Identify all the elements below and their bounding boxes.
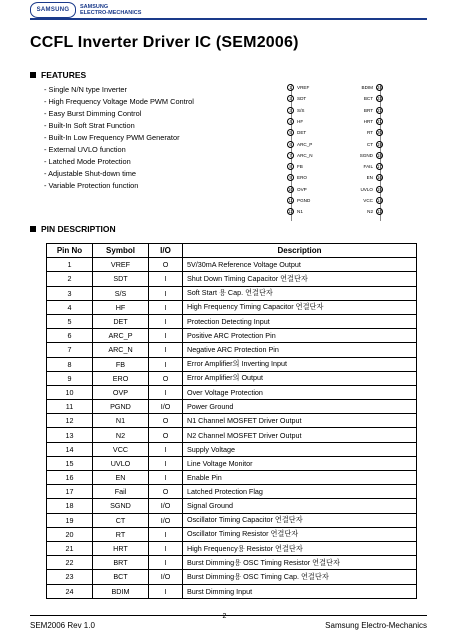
col-pin-no: Pin No <box>47 244 93 258</box>
io-cell: I/O <box>149 400 183 414</box>
symbol-cell: UVLO <box>93 456 149 470</box>
table-row <box>47 556 417 570</box>
pin-left <box>287 95 306 102</box>
io-cell: O <box>149 485 183 499</box>
pin-label: FB <box>297 164 303 170</box>
io-cell: O <box>149 371 183 385</box>
page-number: 2 <box>222 613 227 620</box>
pin-number: 17 <box>377 164 382 170</box>
col-symbol: Symbol <box>93 244 149 258</box>
symbol-cell: S/S <box>93 286 149 300</box>
io-cell: I <box>149 329 183 343</box>
pin-no-cell: 21 <box>47 541 93 555</box>
pin-no-cell: 6 <box>47 329 93 343</box>
feature-item: - Latched Mode Protection <box>44 156 194 168</box>
table-row <box>47 258 417 272</box>
pin-no-cell: 4 <box>47 300 93 314</box>
pin-no-cell: 18 <box>47 499 93 513</box>
io-cell: O <box>149 428 183 442</box>
table-row <box>47 343 417 357</box>
io-cell: O <box>149 414 183 428</box>
table-row <box>47 314 417 328</box>
pin-no-cell: 16 <box>47 471 93 485</box>
io-cell: O <box>149 258 183 272</box>
io-cell: I <box>149 286 183 300</box>
description-cell: N1 Channel MOSFET Driver Output <box>183 414 417 428</box>
description-cell: Oscillator Timing Resistor 연결단자 <box>183 527 417 541</box>
description-cell: High Frequency Timing Capacitor 연결단자 <box>183 300 417 314</box>
pin-label: VREF <box>297 85 310 90</box>
table-row <box>47 272 417 286</box>
table-row <box>47 541 417 555</box>
package-pinout <box>285 84 385 221</box>
pin-number: 13 <box>377 209 382 215</box>
table-row <box>47 442 417 456</box>
bullet-square-icon <box>30 72 36 78</box>
symbol-cell: HRT <box>93 541 149 555</box>
description-cell: Negative ARC Protection Pin <box>183 343 417 357</box>
description-cell: High Frequency용 Resistor 연결단자 <box>183 541 417 555</box>
pin-number: 23 <box>377 96 382 102</box>
pin-label: HF <box>297 118 304 124</box>
description-cell: Error Amplifier의 Output <box>183 371 417 385</box>
symbol-cell: ARC_P <box>93 329 149 343</box>
pin-number: 20 <box>377 130 382 136</box>
pin-no-cell: 11 <box>47 400 93 414</box>
description-cell: Power Ground <box>183 400 417 414</box>
description-cell: Shut Down Timing Capacitor 연결단자 <box>183 272 417 286</box>
io-cell: I <box>149 272 183 286</box>
description-cell: Positive ARC Protection Pin <box>183 329 417 343</box>
pin-number: 5 <box>287 129 294 136</box>
pin-no-cell: 23 <box>47 570 93 584</box>
pin-no-cell: 5 <box>47 314 93 328</box>
symbol-cell: OVP <box>93 385 149 399</box>
pin-label: SDT <box>297 96 307 102</box>
pin-no-cell: 1 <box>47 258 93 272</box>
pin-no-cell: 15 <box>47 456 93 470</box>
pin-number: 4 <box>287 118 294 125</box>
pin-no-cell: 7 <box>47 343 93 357</box>
pin-number: 24 <box>377 85 382 90</box>
col-io: I/O <box>149 244 183 258</box>
pin-left <box>287 84 309 91</box>
features-heading: FEATURES <box>30 70 86 80</box>
symbol-cell: BCT <box>93 570 149 584</box>
description-cell: Error Amplifier의 Inverting Input <box>183 357 417 371</box>
pin-label: N1 <box>297 209 303 215</box>
bullet-square-icon <box>30 226 36 232</box>
pin-no-cell: 2 <box>47 272 93 286</box>
pin-right <box>367 208 383 215</box>
pin-label: HRT <box>363 118 373 124</box>
pin-label: N2 <box>367 209 373 215</box>
pin-number: 3 <box>287 107 294 114</box>
pin-right <box>364 95 383 102</box>
symbol-cell: VCC <box>93 442 149 456</box>
description-cell: Over Voltage Protection <box>183 385 417 399</box>
pin-label: VCC <box>363 198 373 203</box>
pin-right <box>364 163 383 170</box>
pin-right <box>364 107 383 114</box>
pin-description-heading: PIN DESCRIPTION <box>30 224 116 234</box>
pin-no-cell: 24 <box>47 584 93 598</box>
pin-number: 9 <box>287 174 294 181</box>
symbol-cell: N2 <box>93 428 149 442</box>
pin-left <box>287 174 307 181</box>
pin-label: RT <box>366 130 373 136</box>
symbol-cell: BDIM <box>93 584 149 598</box>
table-row <box>47 527 417 541</box>
pin-number: 1 <box>287 84 294 91</box>
description-cell: N2 Channel MOSFET Driver Output <box>183 428 417 442</box>
description-cell: Enable Pin <box>183 471 417 485</box>
table-row <box>47 286 417 300</box>
pin-no-cell: 8 <box>47 357 93 371</box>
table-row <box>47 329 417 343</box>
io-cell: I <box>149 556 183 570</box>
pin-label: PGND <box>297 198 311 203</box>
feature-item: - Adjustable Shut-down time <box>44 168 194 180</box>
symbol-cell: Fail <box>93 485 149 499</box>
table-row <box>47 570 417 584</box>
pin-label: UVLO <box>360 186 373 192</box>
pin-right <box>364 118 383 125</box>
pin-label: SGND <box>359 152 373 158</box>
table-row <box>47 300 417 314</box>
table-row <box>47 485 417 499</box>
feature-item: - Built-In Low Frequency PWM Generator <box>44 132 194 144</box>
description-cell: Signal Ground <box>183 499 417 513</box>
symbol-cell: SGND <box>93 499 149 513</box>
io-cell: I <box>149 584 183 598</box>
pin-left <box>287 152 313 159</box>
header-rule <box>30 18 427 20</box>
pin-left <box>287 208 303 215</box>
description-cell: Supply Voltage <box>183 442 417 456</box>
col-description: Description <box>183 244 417 258</box>
table-row <box>47 513 417 527</box>
pin-label: S/S <box>297 107 305 113</box>
io-cell: I <box>149 442 183 456</box>
table-row <box>47 471 417 485</box>
pin-no-cell: 19 <box>47 513 93 527</box>
pin-label: FAIL <box>363 164 373 170</box>
io-cell: I <box>149 456 183 470</box>
symbol-cell: N1 <box>93 414 149 428</box>
symbol-cell: HF <box>93 300 149 314</box>
pin-left <box>287 118 303 125</box>
pin-number: 11 <box>288 198 293 203</box>
description-cell: Burst Dimming용 OSC Timing Cap. 연결단자 <box>183 570 417 584</box>
symbol-cell: ARC_N <box>93 343 149 357</box>
table-row <box>47 400 417 414</box>
io-cell: I <box>149 300 183 314</box>
pin-right <box>360 152 383 159</box>
symbol-cell: BRT <box>93 556 149 570</box>
io-cell: I <box>149 343 183 357</box>
pin-label: ARC_P <box>297 141 313 147</box>
pin-right <box>367 141 383 148</box>
feature-item: - High Frequency Voltage Mode PWM Control <box>44 96 194 108</box>
pin-label: DET <box>297 130 307 136</box>
description-cell: Burst Dimming용 OSC Timing Resistor 연결단자 <box>183 556 417 570</box>
table-row <box>47 456 417 470</box>
pin-number: 16 <box>377 175 382 181</box>
pin-no-cell: 10 <box>47 385 93 399</box>
symbol-cell: CT <box>93 513 149 527</box>
pin-left <box>287 197 310 204</box>
pin-label: BDIM <box>361 85 373 90</box>
io-cell: I/O <box>149 570 183 584</box>
description-cell: Soft Start 용 Cap. 연결단자 <box>183 286 417 300</box>
pin-number: 18 <box>377 152 382 158</box>
table-row <box>47 584 417 598</box>
feature-item: - External UVLO function <box>44 144 194 156</box>
table-row <box>47 357 417 371</box>
pin-right <box>363 197 383 204</box>
pin-number: 19 <box>377 141 382 147</box>
pin-left <box>287 107 304 114</box>
table-row <box>47 371 417 385</box>
samsung-logo: SAMSUNG <box>30 2 76 18</box>
pin-label: ARC_N <box>297 152 313 158</box>
pin-label: CT <box>366 141 373 147</box>
io-cell: I <box>149 357 183 371</box>
io-cell: I <box>149 527 183 541</box>
pin-no-cell: 12 <box>47 414 93 428</box>
description-cell: Protection Detecting Input <box>183 314 417 328</box>
pin-label: ERO <box>297 175 307 181</box>
table-row <box>47 499 417 513</box>
pin-number: 14 <box>377 198 382 203</box>
pin-number: 8 <box>287 163 294 170</box>
pin-left <box>287 141 312 148</box>
description-cell: Burst Dimming Input <box>183 584 417 598</box>
header <box>30 2 141 18</box>
symbol-cell: EN <box>93 471 149 485</box>
symbol-cell: ERO <box>93 371 149 385</box>
table-row <box>47 414 417 428</box>
description-cell: Line Voltage Monitor <box>183 456 417 470</box>
brand-name: SAMSUNG ELECTRO-MECHANICS <box>80 4 142 16</box>
pin-number: 2 <box>287 95 294 102</box>
symbol-cell: VREF <box>93 258 149 272</box>
pin-left <box>287 129 306 136</box>
pin-table <box>46 243 417 599</box>
io-cell: I <box>149 385 183 399</box>
pin-no-cell: 3 <box>47 286 93 300</box>
io-cell: I <box>149 541 183 555</box>
description-cell: Oscillator Timing Capacitor 연결단자 <box>183 513 417 527</box>
io-cell: I/O <box>149 513 183 527</box>
feature-item: - Built-In Soft Strat Function <box>44 120 194 132</box>
footer-doc-id: SEM2006 Rev 1.0 <box>30 621 95 630</box>
symbol-cell: PGND <box>93 400 149 414</box>
pin-right <box>367 129 383 136</box>
pin-number: 7 <box>287 152 294 159</box>
pin-number: 15 <box>377 186 382 192</box>
pin-label: BCT <box>363 96 373 102</box>
page-title: CCFL Inverter Driver IC (SEM2006) <box>30 34 299 51</box>
table-row <box>47 428 417 442</box>
table-row <box>47 385 417 399</box>
pin-no-cell: 13 <box>47 428 93 442</box>
description-cell: 5V/30mA Reference Voltage Output <box>183 258 417 272</box>
io-cell: I <box>149 314 183 328</box>
pin-no-cell: 14 <box>47 442 93 456</box>
feature-item: - Variable Protection function <box>44 180 194 192</box>
io-cell: I <box>149 471 183 485</box>
pin-number: 12 <box>288 209 293 215</box>
pin-number: 6 <box>287 141 294 148</box>
pin-no-cell: 17 <box>47 485 93 499</box>
symbol-cell: DET <box>93 314 149 328</box>
features-list <box>44 84 194 192</box>
description-cell: Latched Protection Flag <box>183 485 417 499</box>
pin-label: EN <box>366 175 373 181</box>
symbol-cell: SDT <box>93 272 149 286</box>
symbol-cell: RT <box>93 527 149 541</box>
pin-label: BRT <box>363 107 373 113</box>
pin-label: OVP <box>297 186 307 192</box>
pin-right <box>367 174 383 181</box>
pin-number: 22 <box>377 107 382 113</box>
pin-no-cell: 22 <box>47 556 93 570</box>
symbol-cell: FB <box>93 357 149 371</box>
pin-left <box>287 186 307 193</box>
pin-right <box>362 84 383 91</box>
table-header-row <box>47 244 417 258</box>
feature-item: - Easy Burst Dimming Control <box>44 108 194 120</box>
pin-number: 10 <box>288 186 293 192</box>
pin-left <box>287 163 303 170</box>
pin-right <box>360 186 383 193</box>
io-cell: I/O <box>149 499 183 513</box>
pin-no-cell: 9 <box>47 371 93 385</box>
pin-number: 21 <box>377 118 382 124</box>
footer-company: Samsung Electro-Mechanics <box>325 621 427 630</box>
pin-no-cell: 20 <box>47 527 93 541</box>
feature-item: - Single N/N type Inverter <box>44 84 194 96</box>
